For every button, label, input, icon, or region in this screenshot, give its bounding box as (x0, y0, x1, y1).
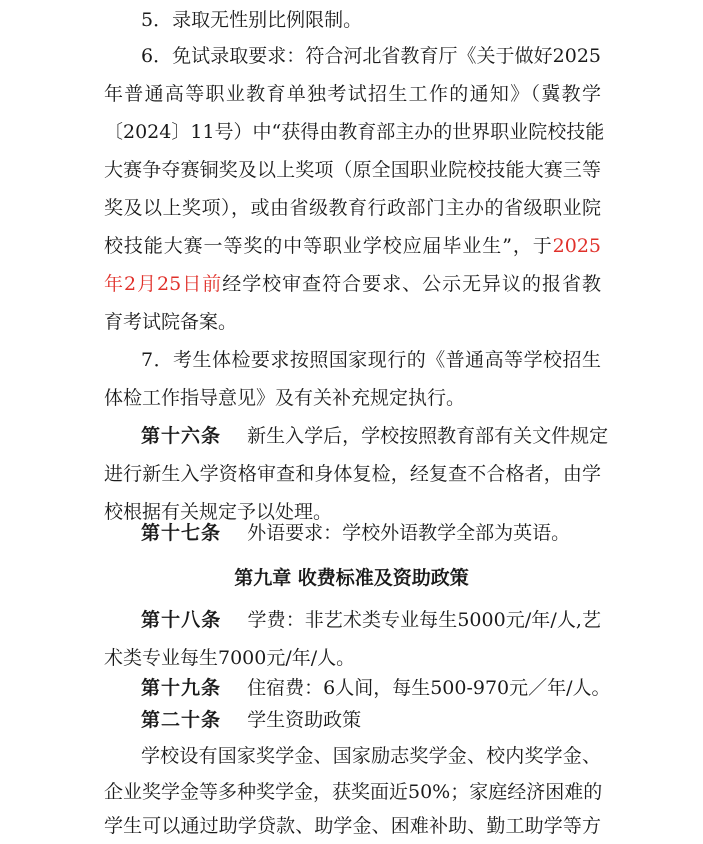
aid-line-1: 学校设有国家奖学金、国家励志奖学金、校内奖学金、 (141, 745, 601, 767)
article-18-title: 第十八条 (141, 609, 222, 631)
article-18-line-1 (141, 602, 601, 638)
item-6-line-2: 年普通高等职业教育单独考试招生工作的通知》（冀教学 (104, 83, 601, 105)
article-20-text: 学生资助政策 (247, 709, 362, 731)
chapter-9-heading: 第九章 收费标准及资助政策 (234, 567, 469, 589)
article-16-line-3: 校根据有关规定予以处理。 (104, 501, 333, 523)
deadline-year: 2025 (552, 235, 601, 257)
item-6-line-7 (104, 266, 601, 302)
item-5: 5．录取无性别比例限制。 (141, 9, 363, 31)
item-6-text-cont: 经学校审查符合要求、公示无异议的报省教 (222, 273, 601, 295)
item-6-line-1: 6．免试录取要求：符合河北省教育厅《关于做好2025 (141, 45, 601, 67)
article-17-title: 第十七条 (141, 522, 222, 544)
article-20 (141, 702, 601, 738)
item-7-line-2: 体检工作指导意见》及有关补充规定执行。 (104, 387, 466, 409)
item-6-text: 校技能大赛一等奖的中等职业学校应届毕业生”，于 (104, 235, 553, 257)
item-7-line-1: 7．考生体检要求按照国家现行的《普通高等学校招生 (141, 349, 601, 371)
aid-line-2: 企业奖学金等多种奖学金，获奖面近50%；家庭经济困难的 (104, 781, 603, 803)
aid-line-3: 学生可以通过助学贷款、助学金、困难补助、勤工助学等方 (104, 815, 601, 837)
item-6-line-8: 育考试院备案。 (104, 311, 238, 333)
item-6-line-4: 大赛争夺赛铜奖及以上奖项（原全国职业院校技能大赛三等 (104, 159, 601, 181)
article-18-text: 学费：非艺术类专业每生5000元/年/人,艺 (247, 609, 602, 631)
article-19 (141, 670, 611, 706)
item-6-line-3: 〔2024〕11号）中“获得由教育部主办的世界职业院校技能 (104, 121, 605, 143)
article-17-text: 外语要求：学校外语教学全部为英语。 (247, 522, 571, 544)
article-19-text: 住宿费：6人间，每生500-970元／年/人。 (247, 677, 611, 699)
deadline-date: 年2月25日前 (104, 273, 223, 295)
article-16-title: 第十六条 (141, 425, 222, 447)
article-16-text: 新生入学后，学校按照教育部有关文件规定 (247, 425, 609, 447)
article-17 (141, 515, 601, 551)
item-6-line-6 (104, 228, 601, 264)
article-18-line-2: 术类专业每生7000元/年/人。 (104, 647, 356, 669)
article-19-title: 第十九条 (141, 677, 222, 699)
item-6-line-5: 奖及以上奖项），或由省级教育行政部门主办的省级职业院 (104, 197, 601, 219)
article-20-title: 第二十条 (141, 709, 222, 731)
article-16-line-2: 进行新生入学资格审查和身体复检，经复查不合格者，由学 (104, 463, 601, 485)
article-16-line-1 (141, 418, 609, 454)
